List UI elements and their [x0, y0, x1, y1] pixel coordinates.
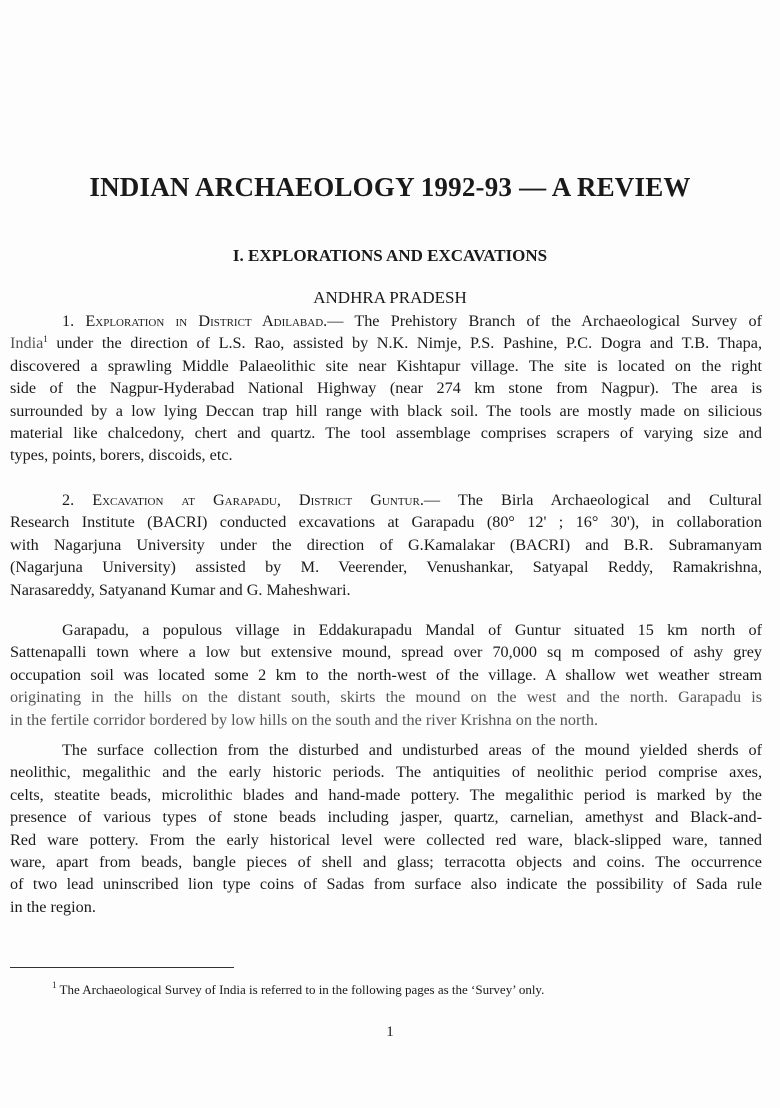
paragraph-line	[10, 489, 762, 511]
paragraph-line: discovered a sprawling Middle Palaeolithic site near Kishtapur village. The site is located on the right	[10, 356, 762, 375]
paragraph-line: celts, steatite beads, microlithic blades and hand-made pottery. The megalithic period is marked by the	[10, 785, 762, 804]
paragraph-line	[10, 310, 762, 332]
paragraph-line: Red ware pottery. From the early historical level were collected red ware, black-slipped ware, tanned	[10, 830, 762, 849]
paragraph-line: material like chalcedony, chert and quartz. The tool assemblage comprises scrapers of varying size and	[10, 423, 762, 442]
paragraph-exploration-adilabad	[10, 310, 762, 467]
line-text: India	[10, 334, 44, 353]
paragraph-line: types, points, borers, discoids, etc.	[10, 446, 233, 465]
line-text: The Prehistory Branch of the Archaeological Survey of	[343, 312, 762, 330]
paragraph-line: presence of various types of stone beads including jasper, quartz, carnelian, amethyst and Black-and-	[10, 808, 762, 827]
paragraph-line	[10, 332, 762, 354]
page-title: INDIAN ARCHAEOLOGY 1992-93 — A REVIEW	[89, 172, 691, 202]
paragraph-line: Research Institute (BACRI) conducted excavations at Garapadu (80° 12' ; 16° 30'), in collaboration	[10, 513, 762, 532]
paragraph-line: neolithic, megalithic and the early historic periods. The antiquities of neolithic period comprise axes,	[10, 763, 762, 782]
paragraph-garapadu-village	[10, 619, 762, 731]
footnote-divider	[10, 967, 234, 968]
paragraph-line: surrounded by a low lying Deccan trap hill range with black soil. The tools are mostly made on silicious	[10, 401, 762, 420]
state-heading: ANDHRA PRADESH	[313, 288, 467, 307]
paragraph-line: occupation soil was located some 2 km to the north-west of the village. A shallow wet weather stream	[10, 665, 762, 684]
footnote-text: The Archaeological Survey of India is referred to in the following pages as the ‘Survey’ only.	[56, 982, 545, 997]
paragraph-line: of two lead uninscribed lion type coins of Sadas from surface also indicate the possibility of Sada rule	[10, 875, 762, 894]
paragraph-line: (Nagarjuna University) assisted by M. Veerender, Venushankar, Satyapal Reddy, Ramakrishna,	[10, 558, 762, 577]
paragraph-line: originating in the hills on the distant south, skirts the mound on the west and the north. Garapadu is	[10, 688, 762, 707]
paragraph-line: ware, apart from beads, bangle pieces of shell and glass; terracotta objects and coins. The occurrence	[10, 852, 762, 871]
paragraph-line: in the fertile corridor bordered by low hills on the south and the river Krishna on the north.	[10, 710, 598, 729]
line-text: under the direction of L.S. Rao, assisted by N.K. Nimje, P.S. Pashine, P.C. Dogra and T.B. Thapa,	[47, 334, 762, 353]
footnote-number: 1	[52, 980, 57, 990]
paragraph-lead: 1. Exploration in District Adilabad.—	[62, 312, 344, 330]
footnote-marker[interactable]: 1	[43, 334, 48, 345]
line-text: The Birla Archaeological and Cultural	[440, 491, 762, 509]
page-number: 1	[386, 1024, 394, 1040]
footnote	[52, 982, 544, 998]
paragraph-surface-collection	[10, 739, 762, 918]
paragraph-line: in the region.	[10, 897, 96, 916]
paragraph-line: side of the Nagpur-Hyderabad National Highway (near 274 km stone from Nagpur). The area is	[10, 379, 762, 398]
section-heading: I. EXPLORATIONS AND EXCAVATIONS	[232, 246, 548, 265]
paragraph-line: Garapadu, a populous village in Eddakurapadu Mandal of Guntur situated 15 km north of	[62, 621, 762, 639]
paragraph-line: The surface collection from the disturbed and undisturbed areas of the mound yielded sherds of	[62, 741, 762, 759]
paragraph-excavation-garapadu	[10, 489, 762, 601]
paragraph-lead: 2. Excavation at Garapadu, District Guntur.—	[62, 491, 441, 509]
paragraph-line: Sattenapalli town where a low but extensive mound, spread over 70,000 sq m composed of ashy grey	[10, 643, 762, 662]
paragraph-line: with Nagarjuna University under the direction of G.Kamalakar (BACRI) and B.R. Subramanyam	[10, 535, 762, 554]
paragraph-line: Narasareddy, Satyanand Kumar and G. Maheshwari.	[10, 580, 351, 599]
